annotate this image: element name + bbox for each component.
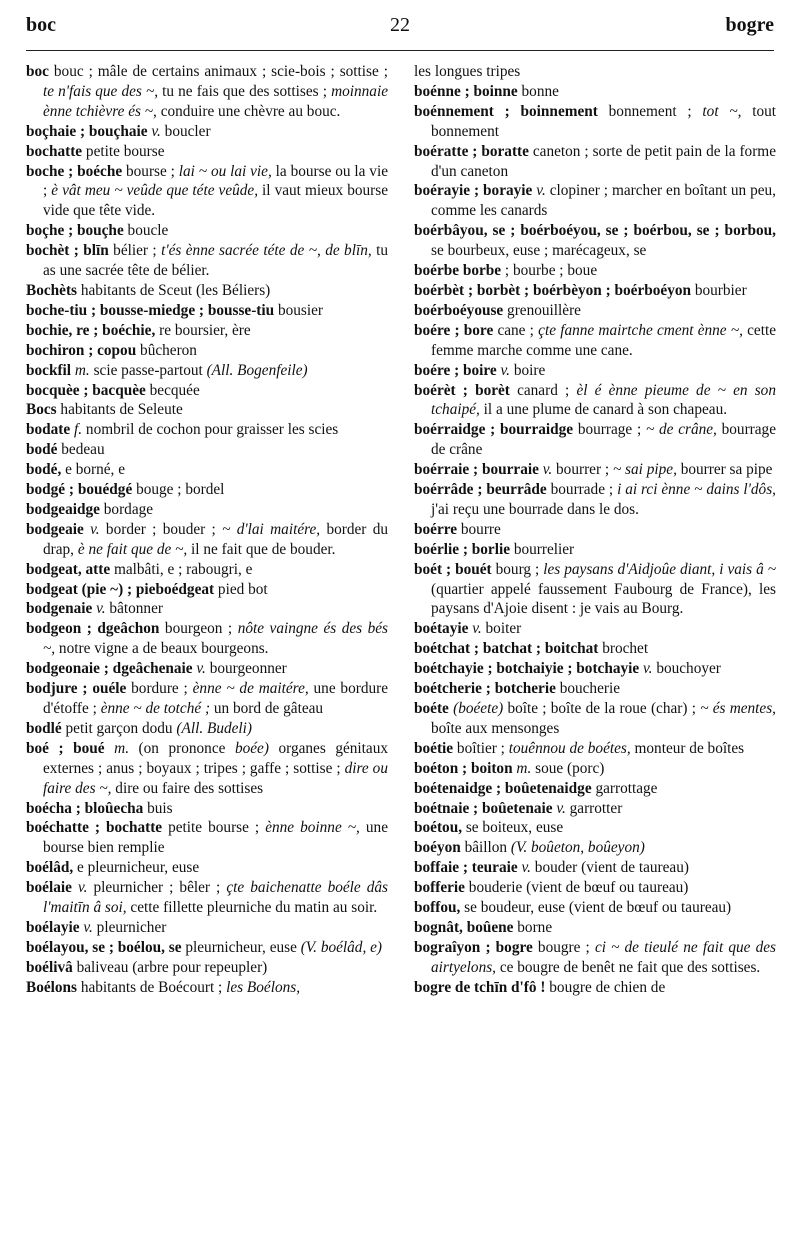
- definition-text: bélier ;: [108, 242, 162, 260]
- dictionary-entry: [414, 281, 776, 301]
- dictionary-entry: [26, 520, 388, 560]
- headword: Bochèts: [26, 281, 77, 299]
- headword: bodgeonaie ; dgeâchenaie: [26, 660, 193, 678]
- italic-text: nôte vaingne és des bés ~,: [43, 620, 388, 658]
- italic-text: v.: [77, 879, 88, 897]
- italic-text: f.: [74, 421, 83, 439]
- definition-text: tout bonnement: [431, 102, 777, 140]
- headword: bodate: [26, 421, 71, 439]
- dictionary-entry: [26, 878, 388, 918]
- definition-text: habitants de Sceut (les Béliers): [77, 281, 271, 299]
- definition-text: bourrade ;: [546, 481, 618, 499]
- definition-text: petit garçon dodu: [61, 719, 177, 737]
- dictionary-entry: [414, 878, 776, 898]
- definition-text: pleurnicher ; bêler ;: [87, 879, 227, 897]
- right-column: [414, 62, 776, 998]
- definition-text: la bourse ou la vie ;: [43, 162, 388, 200]
- italic-text: ~ de crâne,: [645, 421, 717, 439]
- dictionary-entry: [26, 799, 388, 819]
- headword: boé ; boué: [26, 739, 105, 757]
- headword: boénne ; boinne: [414, 82, 518, 100]
- dictionary-entry: [26, 480, 388, 500]
- dictionary-entry: [26, 619, 388, 659]
- definition-text: (on prononce: [129, 739, 235, 757]
- definition-text: canard ;: [509, 381, 577, 399]
- headword: boérbâyou, se ; boérboéyou, se ; boérbou, se ; borbou,: [414, 222, 776, 240]
- dictionary-entry: [414, 62, 776, 82]
- italic-text: v.: [90, 520, 100, 538]
- italic-text: v.: [643, 660, 653, 678]
- headword: Boélons: [26, 978, 77, 996]
- definition-text: pleurnicher: [92, 918, 167, 936]
- definition-text: garrotter: [565, 799, 623, 817]
- definition-text: bâillon: [460, 839, 511, 857]
- definition-text: bourrage de crâne: [431, 421, 776, 459]
- dictionary-entry: [26, 560, 388, 580]
- dictionary-entry: [26, 381, 388, 401]
- headword: bodgeon ; dgeâchon: [26, 620, 160, 638]
- headword: bogre de tchīn d'fô !: [414, 978, 546, 996]
- definition-text: clopiner ; marcher en boîtant un peu, comme les canards: [431, 182, 776, 220]
- dictionary-entry: [26, 958, 388, 978]
- italic-text: ~ sai pipe,: [612, 461, 677, 479]
- italic-text: ~ d'lai maitére,: [222, 520, 321, 538]
- definition-text: organes génitaux externes ; anus ; boyaux ; tripes ; gaffe ; sottise ;: [43, 739, 389, 777]
- definition-text: bougre de chien de: [545, 978, 666, 996]
- italic-text: m.: [516, 759, 532, 777]
- italic-text: v.: [196, 660, 206, 678]
- definition-text: border ; bouder ;: [99, 520, 223, 538]
- headword: boére ; bore: [414, 321, 494, 339]
- dictionary-entry: [414, 181, 776, 221]
- dictionary-entry: [26, 818, 388, 858]
- dictionary-entry: [414, 799, 776, 819]
- definition-text: bouder (vient de taureau): [530, 859, 689, 877]
- headword: boétayie: [414, 620, 469, 638]
- headword: boélayie: [26, 918, 80, 936]
- italic-text: ~ és mentes,: [700, 700, 777, 717]
- headword: boératte ; boratte: [414, 142, 529, 160]
- definition-text: boire: [510, 361, 546, 379]
- definition-text: boîte aux mensonges: [431, 719, 560, 737]
- headword: boélaie: [26, 879, 72, 897]
- definition-text: bonnement ;: [597, 102, 703, 120]
- headword: boére ; boire: [414, 361, 497, 379]
- definition-text: il ne fait que de bouder.: [187, 540, 336, 558]
- definition-text: notre vigne a de beaux bourgeons.: [55, 640, 269, 658]
- dictionary-entry: [414, 938, 776, 978]
- dictionary-entry: [414, 102, 776, 142]
- headword: bodgeat, atte: [26, 560, 111, 578]
- dictionary-entry: [414, 858, 776, 878]
- headword: bochiron ; copou: [26, 341, 137, 359]
- definition-text: becquée: [145, 381, 200, 399]
- headword: bodgeat (pie ~) ; pieboédgeat: [26, 580, 215, 598]
- dictionary-entry: [26, 599, 388, 619]
- definition-text: border du drap,: [43, 520, 388, 558]
- headword: boérayie ; borayie: [414, 182, 533, 200]
- headword: bograîyon ; bogre: [414, 938, 533, 956]
- definition-text: cette femme marche comme une cane.: [431, 321, 777, 359]
- definition-text: soue (porc): [531, 759, 605, 777]
- dictionary-entry: [26, 580, 388, 600]
- definition-text: bousier: [274, 301, 324, 319]
- dictionary-entry: [414, 898, 776, 918]
- headword: bodgeaidge: [26, 500, 100, 518]
- definition-text: caneton ; sorte de petit pain de la forme d'un caneton: [431, 142, 776, 180]
- italic-text: v.: [542, 461, 553, 479]
- definition-text: e borné, e: [61, 461, 125, 479]
- dictionary-entry: [414, 759, 776, 779]
- headword: bockfil: [26, 361, 72, 379]
- dictionary-entry: [26, 341, 388, 361]
- definition-text: scie passe-partout: [89, 361, 207, 379]
- headword: bodgeaie: [26, 520, 84, 538]
- definition-text: une bourse bien remplie: [43, 819, 388, 857]
- definition-text: dire ou faire des sottises: [111, 779, 264, 797]
- headword: boérraidge ; bourraidge: [414, 421, 574, 439]
- dictionary-entry: [26, 361, 388, 381]
- definition-text: bouchoyer: [652, 660, 721, 678]
- headword: boélivâ: [26, 958, 73, 976]
- dictionary-entry: [414, 838, 776, 858]
- italic-text: v.: [151, 122, 161, 140]
- header-guide-word-right: bogre: [725, 14, 774, 36]
- dictionary-entry: [26, 241, 388, 281]
- italic-text: te n'fais que des ~,: [43, 82, 159, 100]
- headword: boffaie ; teuraie: [414, 859, 518, 877]
- definition-text: bourbier: [691, 281, 747, 299]
- dictionary-entry: [414, 679, 776, 699]
- headword: boélayou, se ; boélou, se: [26, 938, 182, 956]
- left-column: [26, 62, 388, 998]
- definition-text: bouge ; bordel: [132, 481, 225, 499]
- italic-text: t'és ènne sacrée téte de ~, de blīn,: [161, 242, 372, 260]
- definition-text: se bourbeux, euse ; marécageux, se: [431, 242, 647, 260]
- headword: boétnaie ; boûetenaie: [414, 799, 553, 817]
- dictionary-entry: [414, 978, 776, 998]
- headword: boétenaidge ; boûetenaidge: [414, 779, 592, 797]
- italic-text: ènne ~ de totché ;: [100, 700, 211, 717]
- headword: boçhe ; bouçhe: [26, 222, 124, 240]
- dictionary-entry: [414, 779, 776, 799]
- headword: boétou,: [414, 819, 463, 837]
- dictionary-entry: [26, 440, 388, 460]
- dictionary-entry: [414, 261, 776, 281]
- definition-text: bonne: [517, 82, 559, 100]
- dictionary-entry: [26, 719, 388, 739]
- dictionary-entry: [26, 938, 388, 958]
- dictionary-entry: [26, 679, 388, 719]
- definition-text: habitants de Seleute: [56, 401, 183, 419]
- headword: boét ; bouét: [414, 560, 492, 578]
- headword: boérèt ; borèt: [414, 381, 510, 399]
- definition-text: conduire une chèvre au bouc.: [156, 102, 341, 120]
- definition-text: petite bourse: [82, 142, 165, 160]
- dictionary-entry: [414, 619, 776, 639]
- definition-text: une bordure d'étoffe ;: [43, 680, 389, 717]
- definition-text: bourrage ;: [573, 421, 646, 439]
- headword: bodé,: [26, 461, 62, 479]
- dictionary-entry: [26, 321, 388, 341]
- headword: bochèt ; blīn: [26, 242, 109, 260]
- italic-text: m.: [114, 739, 130, 757]
- header-rule: [26, 50, 774, 51]
- italic-text: ci ~ de tieulé ne fait que des airtyelons,: [431, 938, 776, 976]
- italic-text: touênnou de boétes,: [508, 739, 631, 757]
- definition-text: bouc ; mâle de certains animaux ; scie-bois ; sottise ;: [48, 63, 388, 80]
- definition-text: garrottage: [591, 779, 658, 797]
- headword: boénnement ; boinnement: [414, 102, 598, 120]
- headword: boérre: [414, 520, 458, 538]
- definition-text: brochet: [598, 640, 649, 658]
- headword: bodgé ; bouédgé: [26, 481, 133, 499]
- definition-text: bourse ;: [122, 162, 179, 180]
- dictionary-entry: [26, 221, 388, 241]
- definition-text: re boursier, ère: [155, 321, 251, 339]
- dictionary-entry: [26, 978, 388, 998]
- headword: bodé: [26, 441, 58, 459]
- definition-text: il a une plume de canard à son chapeau.: [479, 401, 728, 419]
- definition-text: les longues tripes: [414, 63, 521, 80]
- dictionary-entry: [414, 82, 776, 102]
- headword: bochatte: [26, 142, 83, 160]
- dictionary-entry: [414, 301, 776, 321]
- headword: boffou,: [414, 899, 461, 917]
- dictionary-entry: [414, 221, 776, 261]
- dictionary-entry: [414, 560, 776, 620]
- headword: boérboéyouse: [414, 301, 504, 319]
- italic-text: lai ~ ou lai vie,: [178, 162, 272, 180]
- italic-text: v.: [500, 361, 511, 379]
- definition-text: ce bougre de benêt ne fait que des sottises.: [496, 958, 761, 976]
- dictionary-entry: [26, 918, 388, 938]
- headword: bodjure ; ouéle: [26, 680, 127, 698]
- definition-text: boiter: [481, 620, 522, 638]
- italic-text: è ne fait que de ~,: [77, 540, 188, 558]
- italic-text: (boéete): [453, 700, 504, 717]
- italic-text: tot ~,: [702, 102, 742, 120]
- dictionary-entry: [26, 62, 388, 122]
- definition-text: buis: [143, 799, 173, 817]
- dictionary-entry: [414, 321, 776, 361]
- italic-text: moinnaie ènne tchièvre és ~,: [43, 82, 388, 120]
- italic-text: les Boélons,: [226, 978, 301, 996]
- dictionary-entry: [414, 659, 776, 679]
- definition-text: e pleurnicheur, euse: [73, 859, 200, 877]
- definition-text: cane ;: [493, 321, 539, 339]
- dictionary-entry: [26, 162, 388, 222]
- dictionary-entry: [26, 420, 388, 440]
- italic-text: i ai rci ènne ~ dains l'dôs,: [617, 481, 776, 499]
- definition-text: bordure ;: [126, 680, 193, 698]
- definition-text: nombril de cochon pour graisser les scies: [82, 421, 339, 439]
- definition-text: bâtonner: [105, 600, 163, 618]
- italic-text: v.: [472, 620, 482, 638]
- italic-text: v.: [83, 918, 93, 936]
- dictionary-entry: [414, 142, 776, 182]
- definition-text: se boudeur, euse (vient de bœuf ou taureau): [460, 899, 732, 917]
- dictionary-entry: [26, 281, 388, 301]
- headword: bochie, re ; boéchie,: [26, 321, 156, 339]
- dictionary-entry: [414, 818, 776, 838]
- dictionary-entry: [414, 520, 776, 540]
- definition-text: habitants de Boécourt ;: [77, 978, 227, 996]
- headword: boc: [26, 63, 49, 80]
- headword: boétcherie ; botcherie: [414, 680, 556, 698]
- headword: bofferie: [414, 879, 465, 897]
- headword: boéyon: [414, 839, 461, 857]
- headword: boécha ; bloûecha: [26, 799, 144, 817]
- definition-text: pied bot: [214, 580, 268, 598]
- italic-text: ènne ~ de maitére,: [192, 680, 309, 698]
- definition-text: borne: [513, 918, 553, 936]
- headword: boétie: [414, 739, 454, 757]
- dictionary-entry: [26, 142, 388, 162]
- definition-text: bouderie (vient de bœuf ou taureau): [464, 879, 689, 897]
- italic-text: m.: [74, 361, 90, 379]
- italic-text: çte fanne mairtche cment ènne ~,: [538, 321, 743, 339]
- italic-text: (All. Bogenfeile): [206, 361, 308, 379]
- italic-text: dire ou faire des ~,: [43, 759, 388, 797]
- definition-text: baliveau (arbre pour repeupler): [72, 958, 268, 976]
- dictionary-entry: [26, 659, 388, 679]
- headword: boétchayie ; botchaiyie ; botchayie: [414, 660, 640, 678]
- definition-text: bourg ;: [491, 560, 544, 578]
- dictionary-entry: [414, 639, 776, 659]
- italic-text: boée): [234, 739, 269, 757]
- italic-text: è vât meu ~ veûde que téte veûde,: [51, 182, 259, 200]
- definition-text: monteur de boîtes: [630, 739, 745, 757]
- definition-text: petite bourse ;: [162, 819, 266, 837]
- italic-text: les paysans d'Aidjoûe diant, i vais â ~: [543, 560, 776, 578]
- italic-text: v.: [556, 799, 566, 817]
- headword: bodgenaie: [26, 600, 93, 618]
- definition-text: ; bourbe ; boue: [501, 262, 598, 280]
- definition-text: boucler: [160, 122, 211, 140]
- headword: boche ; boéche: [26, 162, 123, 180]
- definition-text: boucherie: [555, 680, 621, 698]
- page-number: 22: [390, 14, 410, 36]
- headword: boérrâde ; beurrâde: [414, 481, 547, 499]
- headword: boérbèt ; borbèt ; boérbèyon ; boérboéyon: [414, 281, 692, 299]
- definition-text: bourrer ;: [552, 461, 613, 479]
- definition-text: bougre ;: [532, 938, 595, 956]
- definition-text: j'ai reçu une bourrade dans le dos.: [431, 500, 639, 518]
- italic-text: ènne boinne ~,: [265, 819, 360, 837]
- italic-text: (V. boûeton, boûeyon): [510, 839, 645, 857]
- dictionary-entry: [26, 739, 388, 799]
- italic-text: v.: [96, 600, 106, 618]
- dictionary-entry: [414, 699, 776, 739]
- dictionary-entry: [26, 301, 388, 321]
- header-guide-word-left: boc: [26, 14, 56, 36]
- headword: boérlie ; borlie: [414, 540, 511, 558]
- definition-text: grenouillère: [503, 301, 581, 319]
- definition-text: bourrelier: [510, 540, 575, 558]
- definition-text: boîtier ;: [453, 739, 509, 757]
- definition-text: cette fillette pleurniche du matin au soir.: [126, 899, 378, 917]
- headword: boélâd,: [26, 859, 74, 877]
- italic-text: èl é ènne pieume de ~ en son tchaipé,: [431, 381, 776, 419]
- definition-text: tu as une sacrée tête de bélier.: [43, 242, 388, 280]
- dictionary-entry: [414, 480, 776, 520]
- headword: bocquèe ; bacquèe: [26, 381, 146, 399]
- headword: bodlé: [26, 719, 62, 737]
- headword: boéte: [414, 700, 449, 717]
- dictionary-entry: [414, 381, 776, 421]
- definition-text: boîte ; boîte de la roue (char) ;: [503, 700, 701, 717]
- headword: boétchat ; batchat ; boitchat: [414, 640, 599, 658]
- definition-text: bourre: [457, 520, 501, 538]
- definition-text: bourrer sa pipe: [676, 461, 773, 479]
- headword: boéton ; boiton: [414, 759, 513, 777]
- dictionary-entry: [26, 460, 388, 480]
- definition-text: bourgeonner: [205, 660, 287, 678]
- headword: boérbe borbe: [414, 262, 502, 280]
- dictionary-entry: [26, 122, 388, 142]
- definition-text: un bord de gâteau: [210, 700, 324, 717]
- italic-text: çte baichenatte boéle dâs l'maitīn â soi,: [43, 879, 389, 917]
- dictionary-entry: [414, 739, 776, 759]
- definition-text: bordage: [99, 500, 154, 518]
- headword: boche-tiu ; bousse-miedge ; bousse-tiu: [26, 301, 275, 319]
- headword: boéchatte ; bochatte: [26, 819, 163, 837]
- definition-text: il vaut mieux bourse vide que tête vide.: [43, 182, 388, 220]
- definition-text: se boiteux, euse: [462, 819, 564, 837]
- headword: boérraie ; bourraie: [414, 461, 539, 479]
- italic-text: v.: [521, 859, 531, 877]
- definition-text: bûcheron: [136, 341, 197, 359]
- definition-text: malbâti, e ; rabougri, e: [110, 560, 253, 578]
- headword: boçhaie ; bouçhaie: [26, 122, 148, 140]
- definition-text: (quartier appelé faussement Faubourg de France), les paysans d'Ajoie disent : je vais au Bourg.: [431, 580, 776, 618]
- italic-text: (V. boélâd, e): [300, 938, 382, 956]
- dictionary-entry: [26, 400, 388, 420]
- definition-text: boucle: [123, 222, 169, 240]
- definition-text: [105, 740, 115, 757]
- dictionary-entry: [414, 420, 776, 460]
- definition-text: bedeau: [57, 441, 105, 459]
- dictionary-entry: [414, 540, 776, 560]
- headword: bognât, boûene: [414, 918, 514, 936]
- dictionary-entry: [26, 858, 388, 878]
- definition-text: pleurnicheur, euse: [181, 938, 301, 956]
- italic-text: (All. Budeli): [176, 719, 253, 737]
- definition-text: bourgeon ;: [159, 620, 238, 638]
- dictionary-entry: [26, 500, 388, 520]
- definition-text: tu ne fais que des sottises ;: [158, 82, 332, 100]
- page-header: [26, 14, 774, 44]
- dictionary-entry: [414, 361, 776, 381]
- italic-text: v.: [536, 182, 546, 200]
- headword: Bocs: [26, 401, 57, 419]
- dictionary-entry: [414, 460, 776, 480]
- dictionary-entry: [414, 918, 776, 938]
